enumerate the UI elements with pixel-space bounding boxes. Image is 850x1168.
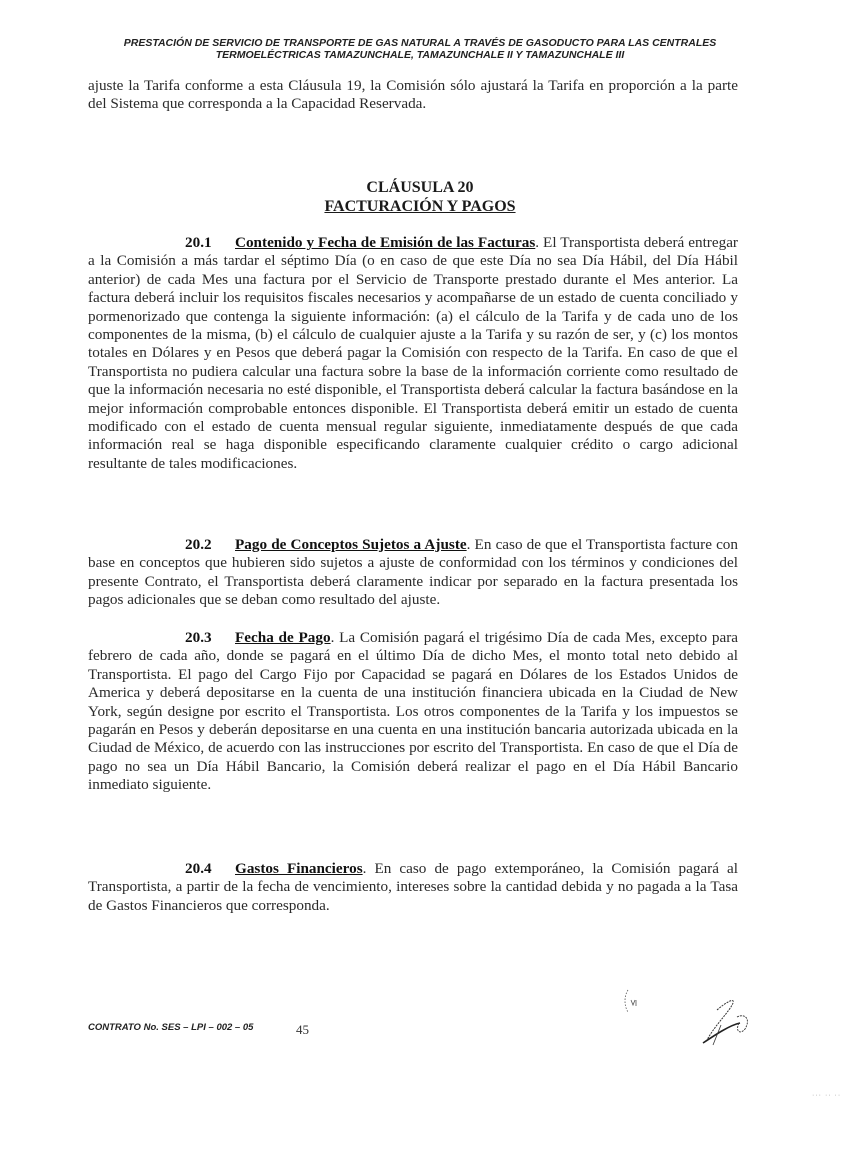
section-20-4 bbox=[88, 860, 738, 915]
initials-mark-icon bbox=[620, 988, 650, 1018]
section-number: 20.4 bbox=[185, 860, 212, 877]
section-number: 20.3 bbox=[185, 629, 212, 646]
section-text: . El Transportista deberá entregar a la Comisión a más tardar el séptimo Día (o en caso de que este Día no sea Día Hábil, del Día Hábil anterior) de cada Mes una factura por el Servicio de Transporte prestado durante el Mes anterior. La factura deberá incluir los requisitos fiscales necesarios y acompañarse de un estado de cuenta conciliado y pormenorizado que contenga la siguiente información: (a) el cálculo de la Tarifa y de cada uno de los componentes de la misma, (b) el cálculo de cualquier ajuste a la Tarifa y su razón de ser, y (c) los montos totales en Dólares y en Pesos que deberá pagar la Comisión con respecto de la Tarifa. En caso de que el Transportista no pudiera calcular una factura sobre la base de la información corriente como resultado de que la información necesaria no esté disponible, el Transportista deberá calcular la factura basándose en la mejor información comprobable entonces disponible. El Transportista deberá emitir un estado de cuenta modificado con el estado de cuenta mensual regular siguiente, inmediatamente después de que cada información real se haga disponible especificando claramente cualquier crédito o cargo adicional resultante de tales modificaciones. bbox=[88, 234, 738, 472]
section-text: . La Comisión pagará el trigésimo Día de cada Mes, excepto para febrero de cada año, donde se pagará en el último Día de dicho Mes, el monto total neto debido al Transportista. El pago del Cargo Fijo por Capacidad se pagará en Dólares de los Estados Unidos de America y deberá depositarse en la cuenta de una institución financiera ubicada en la Ciudad de New York, según designe por escrito el Transportista. Los otros componentes de la Tarifa y los impuestos se pagarán en Pesos y deberán depositarse en una cuenta en una institución bancaria autorizada ubicada en la Ciudad de México, de acuerdo con las instrucciones por escrito del Transportista. En caso de que el Día de pago no sea un Día Hábil Bancario, la Comisión deberá realizar el pago en el Día Hábil Bancario inmediato siguiente. bbox=[88, 629, 739, 794]
section-heading: Pago de Conceptos Sujetos a Ajuste bbox=[235, 536, 467, 553]
page-number: 45 bbox=[296, 1022, 309, 1037]
section-20-3 bbox=[88, 629, 738, 795]
section-20-2 bbox=[88, 536, 738, 610]
signature-icon bbox=[695, 995, 765, 1050]
clause-number: CLÁUSULA 20 bbox=[366, 179, 474, 196]
section-number: 20.1 bbox=[185, 234, 212, 251]
section-heading: Fecha de Pago bbox=[235, 629, 331, 646]
section-number: 20.2 bbox=[185, 536, 212, 553]
contract-number: CONTRATO No. SES – LPI – 002 – 05 bbox=[88, 1022, 254, 1033]
document-header bbox=[80, 37, 760, 61]
intro-paragraph: ajuste la Tarifa conforme a esta Cláusula 19, la Comisión sólo ajustará la Tarifa en proporción a la parte del Sistema que corresponda a la Capacidad Reservada. bbox=[88, 77, 738, 113]
section-text: . En caso de pago extemporáneo, la Comisión pagará al Transportista, a partir de la fecha de vencimiento, intereses sobre la cantidad debida y no pagada a la Tasa de Gastos Financieros que corresponda. bbox=[88, 860, 738, 914]
section-text: . En caso de que el Transportista facture con base en conceptos que hubieren sido sujetos a ajuste de conformidad con los términos y condiciones del presente Contrato, el Transportista deberá claramente indicar por separado en la factura presentada los pagos adicionales que se deban como resultado del ajuste. bbox=[88, 536, 738, 609]
section-heading: Contenido y Fecha de Emisión de las Facturas bbox=[235, 234, 536, 251]
clause-heading: FACTURACIÓN Y PAGOS bbox=[324, 198, 516, 215]
scan-artifact: ··· ·· ·· bbox=[812, 1092, 842, 1099]
clause-title bbox=[80, 178, 760, 216]
header-line-1: PRESTACIÓN DE SERVICIO DE TRANSPORTE DE GAS NATURAL A TRAVÉS DE GASODUCTO PARA LAS CENTRALES bbox=[123, 37, 717, 49]
header-line-2: TERMOELÉCTRICAS TAMAZUNCHALE, TAMAZUNCHALE II Y TAMAZUNCHALE III bbox=[215, 49, 625, 61]
section-20-1 bbox=[88, 234, 738, 473]
section-heading: Gastos Financieros bbox=[235, 860, 363, 877]
